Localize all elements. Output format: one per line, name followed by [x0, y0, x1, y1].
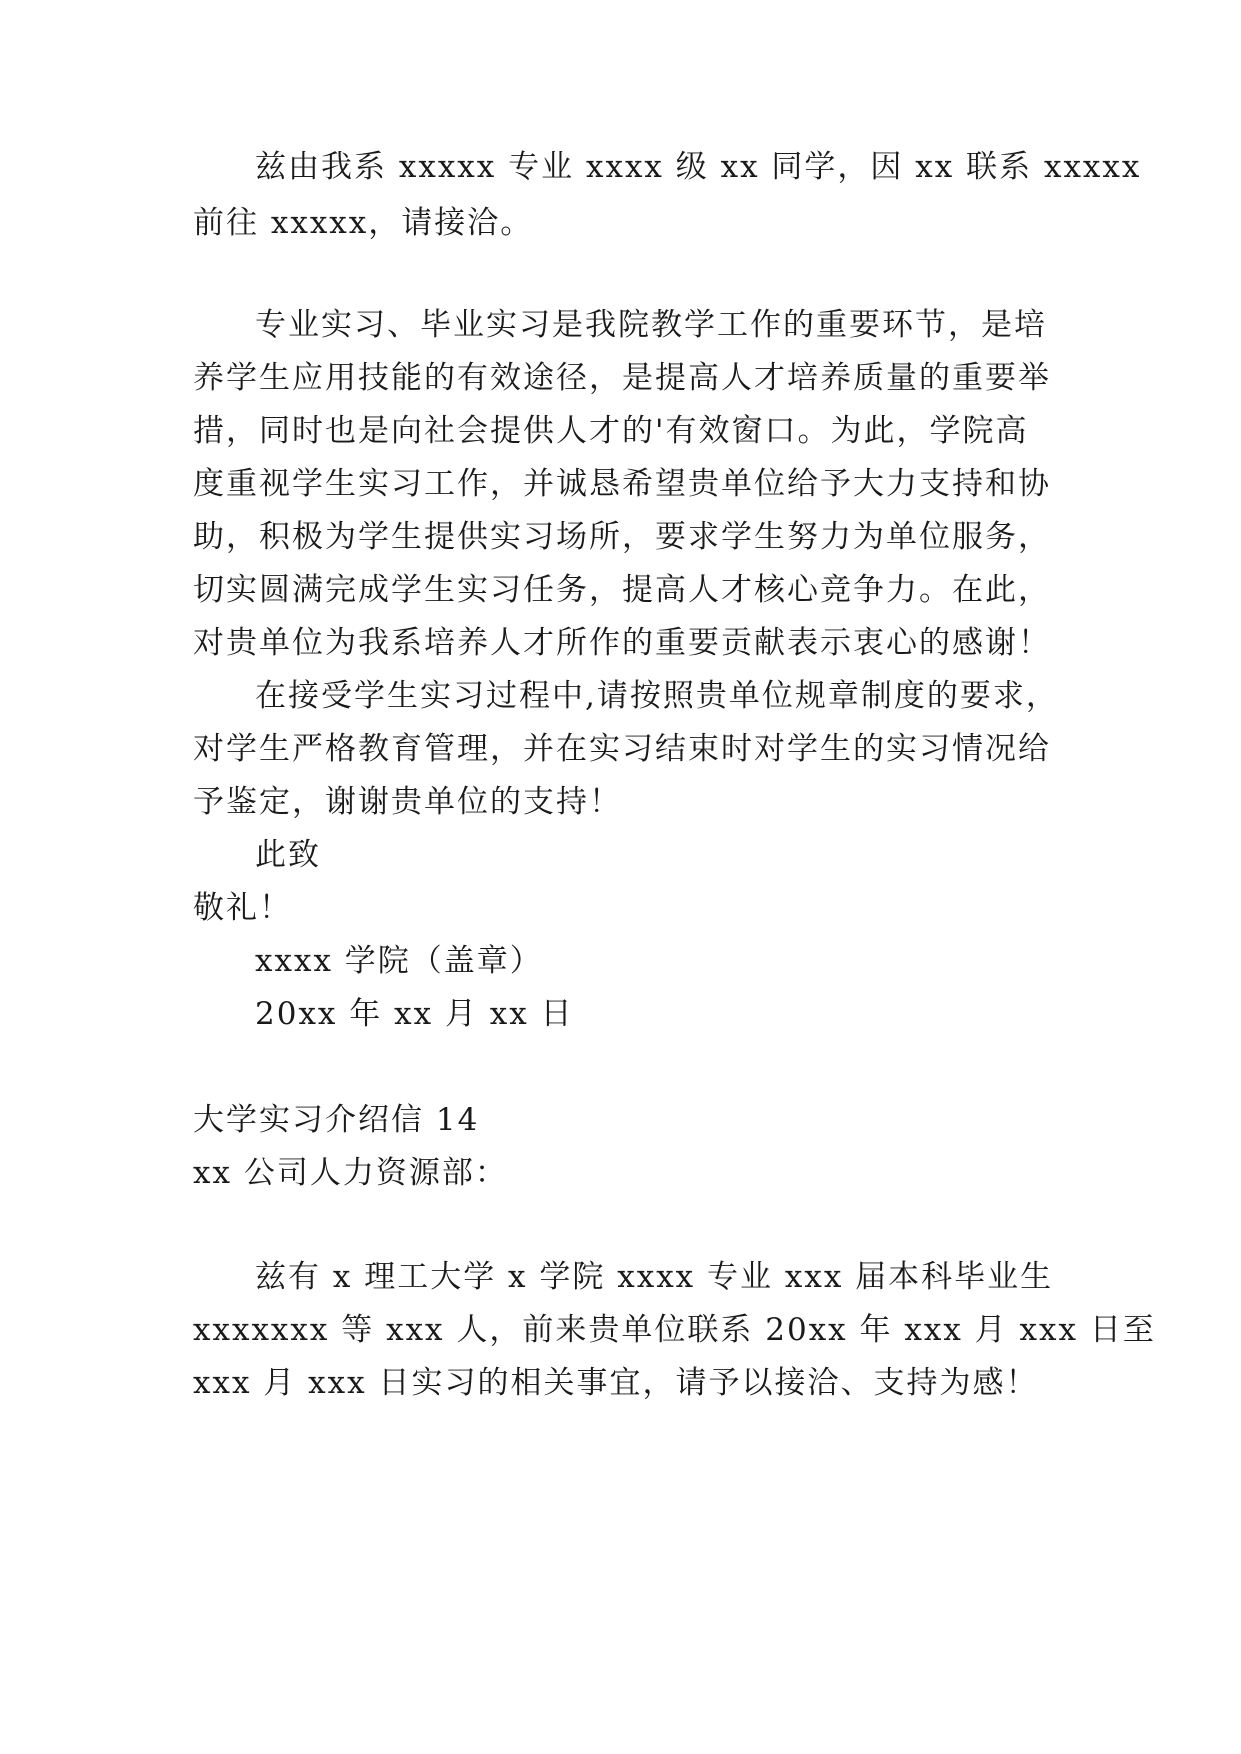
date: 20xx 年 xx 月 xx 日: [255, 996, 574, 1032]
body1-line-4: 度重视学生实习工作，并诚恳希望贵单位给予大力支持和协: [193, 466, 1051, 502]
closing-salutation: 此致: [255, 837, 321, 873]
letter2-title: 大学实习介绍信 14: [193, 1102, 480, 1138]
intro-line-2: 前往 xxxxx，请接洽。: [193, 205, 534, 241]
signature: xxxx 学院（盖章）: [255, 943, 543, 979]
body1-line-6: 切实圆满完成学生实习任务，提高人才核心竞争力。在此，: [193, 572, 1051, 608]
intro-line-1: 兹由我系 xxxxx 专业 xxxx 级 xx 同学，因 xx 联系 xxxxx: [255, 149, 1142, 185]
body1-line-5: 助，积极为学生提供实习场所，要求学生努力为单位服务，: [193, 519, 1051, 555]
letter2-body-line-3: xxx 月 xxx 日实习的相关事宜，请予以接洽、支持为感！: [193, 1365, 1039, 1401]
body2-line-1: 在接受学生实习过程中,请按照贵单位规章制度的要求，: [255, 678, 1059, 714]
body1-line-7: 对贵单位为我系培养人才所作的重要贡献表示衷心的感谢！: [193, 625, 1051, 661]
body1-line-2: 养学生应用技能的有效途径，是提高人才培养质量的重要举: [193, 360, 1051, 396]
body1-line-1: 专业实习、毕业实习是我院教学工作的重要环节，是培: [255, 307, 1047, 343]
body1-line-3: 措，同时也是向社会提供人才的'有效窗口。为此，学院高: [193, 413, 1029, 449]
closing-regards: 敬礼！: [193, 890, 292, 926]
letter2-body-line-2: xxxxxxx 等 xxx 人，前来贵单位联系 20xx 年 xxx 月 xxx 日至: [193, 1312, 1156, 1348]
body2-line-3: 予鉴定，谢谢贵单位的支持！: [193, 784, 622, 820]
letter2-recipient: xx 公司人力资源部：: [193, 1155, 508, 1191]
letter2-body-line-1: 兹有 x 理工大学 x 学院 xxxx 专业 xxx 届本科毕业生: [255, 1259, 1054, 1295]
body2-line-2: 对学生严格教育管理，并在实习结束时对学生的实习情况给: [193, 731, 1051, 767]
